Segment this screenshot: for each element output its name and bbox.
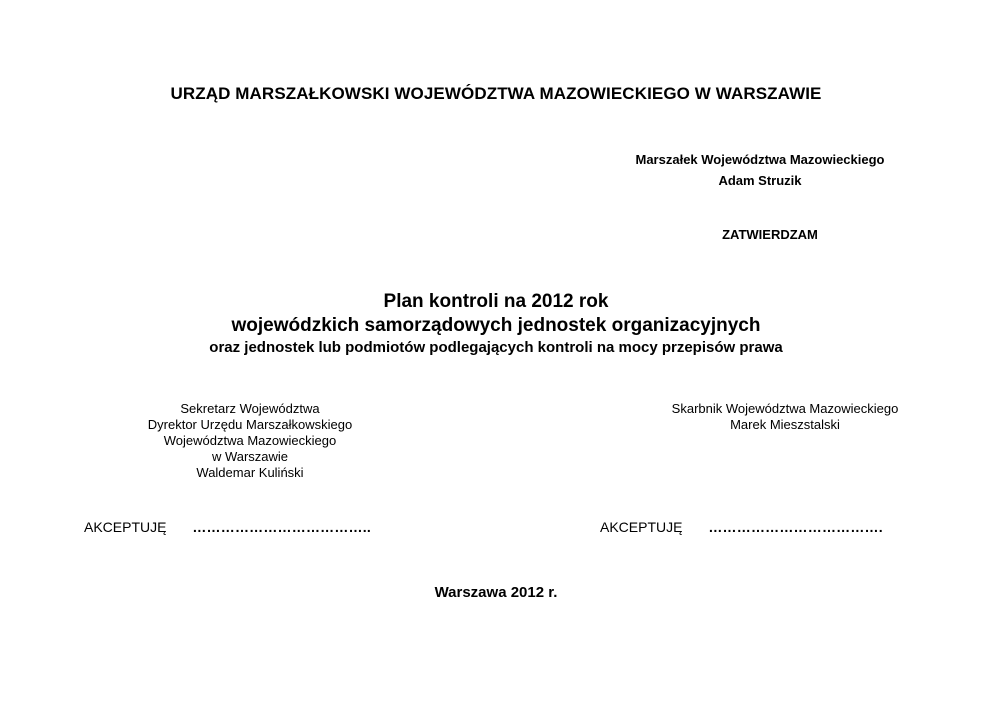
title-line-1: Plan kontroli na 2012 rok — [383, 291, 609, 312]
signature-line-left: ……………………………….. — [192, 519, 371, 535]
approve-label: ZATWIERDZAM — [722, 227, 818, 242]
title-line-2: wojewódzkich samorządowych jednostek organizacyjnych — [231, 315, 761, 336]
official-title: Marszałek Województwa Mazowieckiego — [635, 152, 885, 167]
document-title — [0, 290, 992, 358]
secretary-line-4: w Warszawie — [211, 449, 289, 464]
approving-official-block — [600, 149, 920, 191]
accept-label-left: AKCEPTUJĘ — [84, 519, 167, 535]
secretary-line-3: Województwa Mazowieckiego — [163, 433, 337, 448]
treasurer-line-1: Skarbnik Województwa Mazowieckiego — [671, 401, 899, 416]
official-name: Adam Struzik — [718, 173, 802, 188]
office-header: URZĄD MARSZAŁKOWSKI WOJEWÓDZTWA MAZOWIECKIEGO W WARSZAWIE — [170, 84, 822, 103]
place-and-date: Warszawa 2012 r. — [434, 584, 558, 601]
secretary-line-2: Dyrektor Urzędu Marszałkowskiego — [147, 417, 353, 432]
secretary-signatory-block — [110, 401, 390, 481]
acceptance-right — [600, 519, 883, 535]
signature-line-right: ………………………………. — [708, 519, 883, 535]
secretary-name: Waldemar Kuliński — [196, 465, 304, 480]
treasurer-name: Marek Mieszstalski — [730, 417, 840, 432]
treasurer-signatory-block — [640, 401, 930, 433]
accept-label-right: AKCEPTUJĘ — [600, 519, 683, 535]
secretary-line-1: Sekretarz Województwa — [180, 401, 320, 416]
acceptance-left — [84, 519, 371, 535]
title-line-3: oraz jednostek lub podmiotów podlegających kontroli na mocy przepisów prawa — [209, 339, 783, 356]
